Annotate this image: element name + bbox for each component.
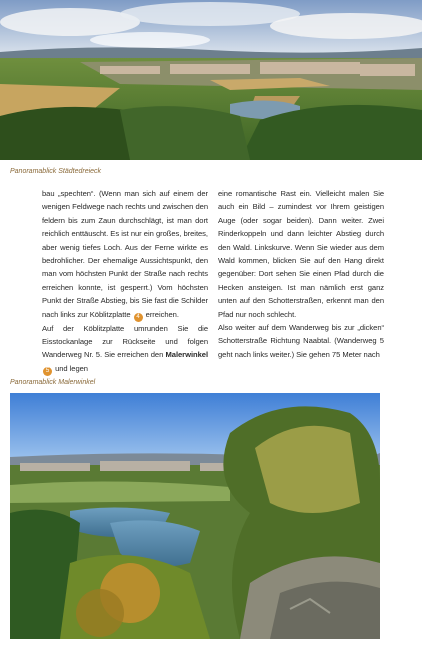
photo-caption-top: Panoramablick Städtedreieck <box>10 168 102 175</box>
waypoint-marker-icon: 5 <box>43 367 52 376</box>
panorama-photo-top <box>0 0 422 160</box>
lake-forest-view-photo <box>10 393 380 639</box>
photo-caption-bottom: Panoramablick Malerwinkel <box>10 379 96 386</box>
text-span: und legen <box>55 363 88 373</box>
text-span: Auf der Köblitzplatte umrunden Sie die Eisstockanlage zur Rückseite und folgen Wanderweg Nr. 5. Sie erreichen den <box>42 323 208 360</box>
paragraph: Also weiter auf dem Wanderweg bis zur „dicken“ Schotterstraße Richtung Naabtal. (Wanderweg 5 geht nach links weiter.) Sie gehen 75 Meter nach <box>218 323 384 359</box>
waypoint-marker-icon: 4 <box>134 313 143 322</box>
text-span: erreichen. <box>145 309 179 319</box>
paragraph <box>42 187 208 322</box>
text-column-left <box>42 187 208 376</box>
text-span: bau „spechten“. (Wenn man sich auf einem der wenigen Feldwege nach rechts und zwischen den feldern bis zum Zaun durchschlägt, ist man dort reichlich enttäuscht. Es ist nur ein großes, breites, aber wenig tiefes Loch. Aus der Ferne wirkte es bedrohlicher. Der ehemalige Aussichtspunkt, den man vom höchsten Punkt der Straße nach rechts erreichen konnte, ist gesperrt.) Vom höchsten Punkt der Straße Abstieg, bis Sie fast die Schilder nach links zur Köblitzplatte <box>42 189 208 319</box>
panorama-photo-bottom <box>10 393 380 639</box>
bold-term: Malerwinkel <box>165 350 208 360</box>
landscape-panorama-photo <box>0 0 422 160</box>
paragraph: eine romantische Rast ein. Vielleicht malen Sie auch ein Bild – zumindest vor Ihrem geistigen Auge (oder sogar beiden). Dann weiter. Zwei Rinderkoppeln und dann leichter Abstieg durch den Wald. Linkskurve. Wenn Sie wieder aus dem Wald kommen, blicken Sie auf den Hang direkt gegenüber: Dort sehen Sie einen Pfad durch die Hecken ansteigen. Ist man nämlich erst ganz unten auf den Schotterstraßen, erkennt man den Pfad nur noch schlecht. <box>218 189 384 319</box>
text-column-right <box>218 187 384 361</box>
paragraph <box>42 322 208 376</box>
